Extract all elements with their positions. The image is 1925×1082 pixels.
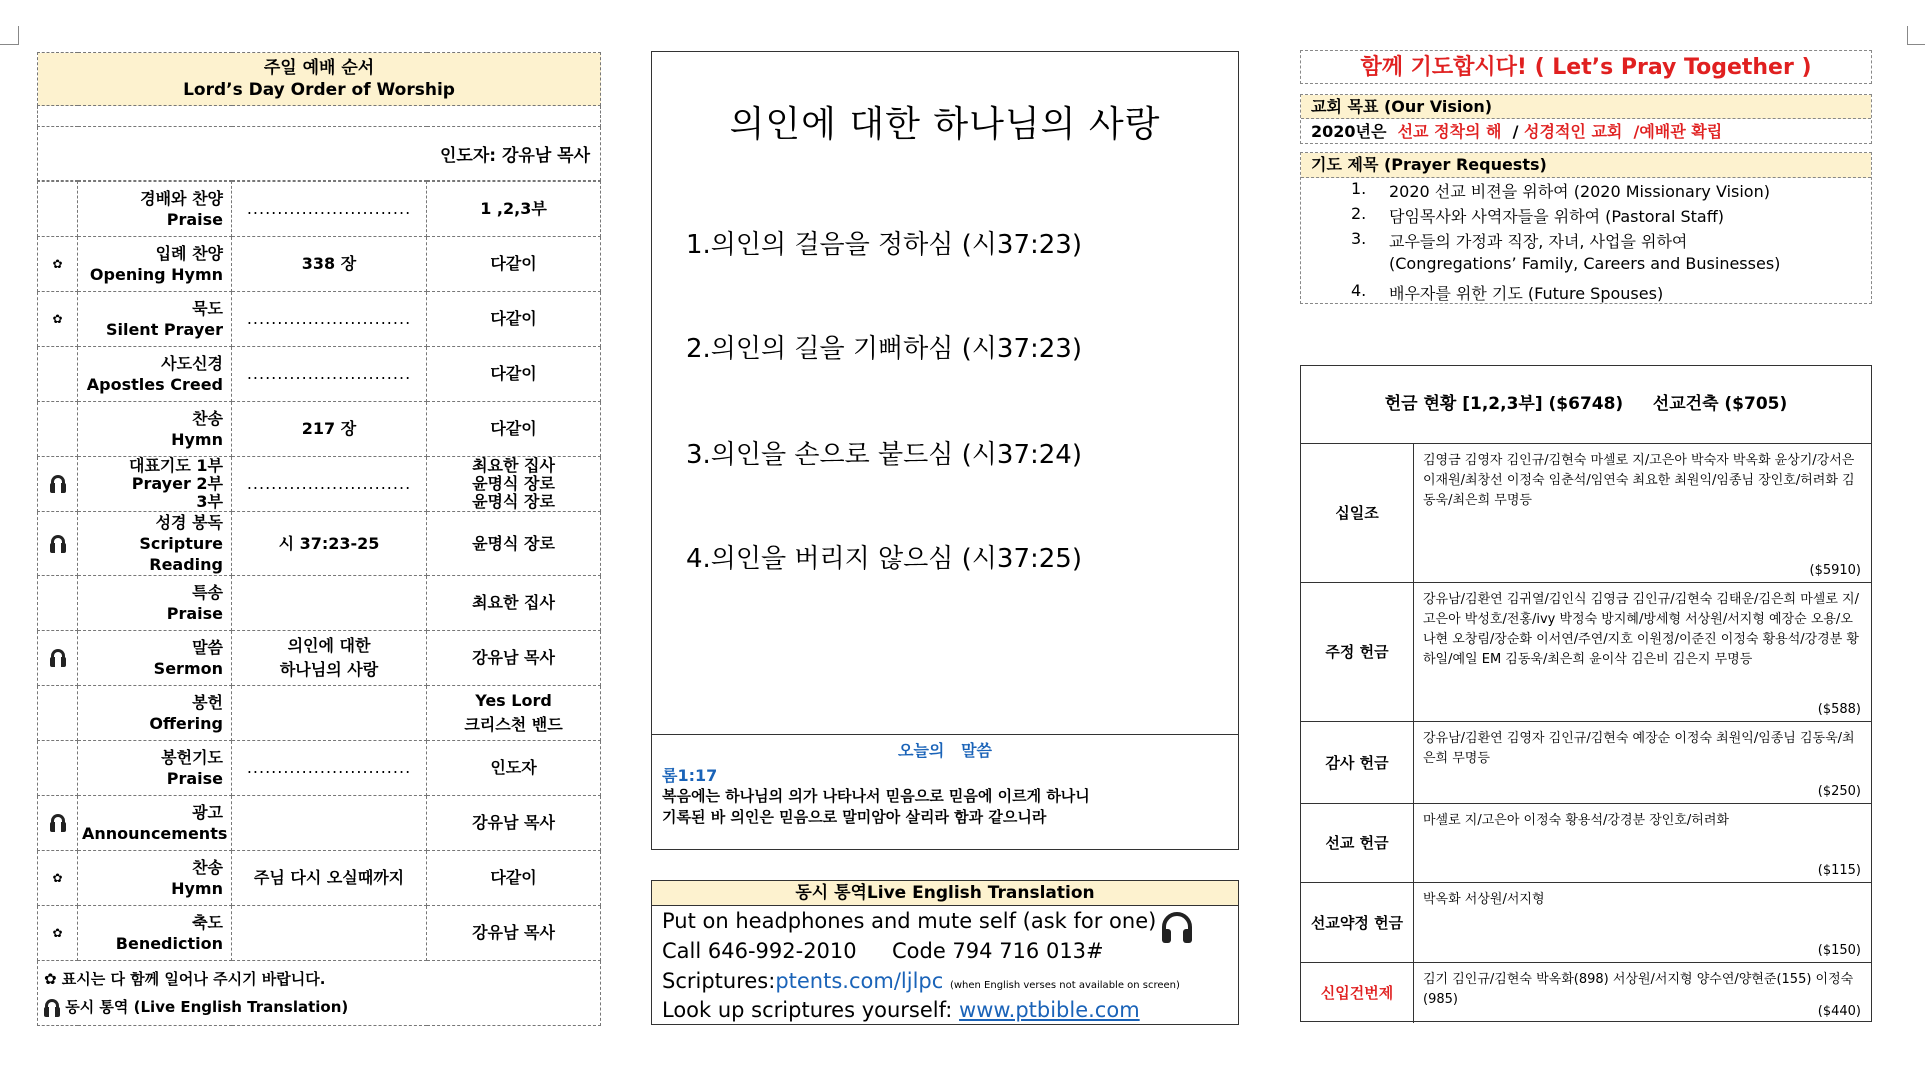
worship-item-content	[232, 457, 427, 512]
worship-item-content: ...........................	[246, 309, 412, 328]
headphones-icon	[38, 796, 78, 851]
worship-item-row	[38, 182, 601, 237]
worship-item-name	[78, 237, 232, 292]
worship-item-person-2: 윤명식 장로	[472, 474, 555, 493]
worship-item-name-name-en: Scripture Reading	[139, 534, 223, 574]
offering-names: 김기 김인규/김현숙 박옥화(898) 서상원/서지형 양수연/양현준(155) 이정숙(985)	[1423, 972, 1854, 1007]
worship-item-person: 다같이	[490, 868, 537, 887]
vision-goal-2: 성경적인 교회	[1524, 122, 1623, 141]
offering-table	[1300, 365, 1872, 1022]
worship-item-person-2: 크리스천 밴드	[464, 715, 563, 734]
worship-item-row	[38, 796, 601, 851]
icon-cell	[38, 686, 78, 741]
offering-amount: ($5910)	[1809, 563, 1861, 578]
worship-item-content	[232, 576, 427, 631]
worship-item-row	[38, 576, 601, 631]
worship-item-person: 다같이	[490, 364, 537, 383]
worship-item-person	[427, 457, 601, 512]
live-translation-box	[651, 880, 1239, 1025]
offering-amount: ($588)	[1817, 702, 1861, 717]
offering-label: 신입건번제	[1301, 962, 1414, 1023]
offering-names: 박옥화 서상원/서지형	[1423, 892, 1545, 907]
worship-item-content	[232, 631, 427, 686]
spacer-row	[38, 106, 601, 127]
offering-label: 감사 헌금	[1301, 721, 1414, 803]
offering-row-new-building	[1301, 962, 1871, 1023]
offering-names: 강유남/김환연 김영자 김인규/김현숙 예장순 이정숙 최원익/임종님 김동욱/최은희 무명등	[1423, 731, 1855, 766]
worship-item-name-name-ko: 대표기도 1부	[129, 456, 223, 475]
worship-item-name-name-ko: 입례 찬양	[155, 244, 223, 263]
scriptures-line	[662, 969, 1180, 993]
worship-item-content: ...........................	[246, 474, 412, 493]
offering-row-thanks	[1301, 721, 1871, 804]
worship-item-name-name-ko: 경배와 찬양	[140, 189, 223, 208]
worship-item-name	[78, 512, 232, 576]
worship-item-row	[38, 906, 601, 961]
vision-body	[1301, 119, 1871, 145]
worship-item-person	[427, 741, 601, 796]
vision-separator: /	[1512, 122, 1519, 141]
worship-item-row	[38, 512, 601, 576]
worship-item-row	[38, 347, 601, 402]
worship-item-name-name-en: Apostles Creed	[86, 375, 223, 394]
worship-item-name-name-ko: 사도신경	[161, 354, 223, 373]
icon-cell	[38, 182, 78, 237]
worship-item-name-name-en: Benediction	[115, 934, 223, 953]
lookup-line	[662, 998, 1140, 1022]
worship-leader: 인도자: 강유남 목사	[38, 127, 601, 181]
offering-amount: ($250)	[1817, 784, 1861, 799]
stand-marker-icon: ✿	[38, 292, 78, 347]
order-of-worship-panel	[37, 52, 600, 1026]
sermon-box	[651, 51, 1239, 850]
offering-row-tithe	[1301, 443, 1871, 583]
worship-item-name-name-ko: 찬송	[192, 858, 223, 877]
vision-goal-3: /예배관 확립	[1633, 122, 1723, 141]
worship-footnotes	[38, 961, 601, 1026]
worship-item-person	[427, 347, 601, 402]
headphones-icon	[38, 457, 78, 512]
offering-names: 마셀로 지/고은아 이정숙 황용석/강경분 장인호/허려화	[1423, 813, 1729, 828]
worship-item-name-name-en: Sermon	[153, 659, 223, 678]
todays-word-label: 오늘의 말씀	[898, 741, 992, 760]
worship-item-name	[78, 631, 232, 686]
worship-item-name-name-en: Prayer 2부	[131, 474, 223, 493]
worship-item-content: 의인에 대한	[287, 636, 371, 655]
worship-item-content	[232, 796, 427, 851]
offering-heading: 헌금 현황 [1,2,3부] ($6748) 선교건축 ($705)	[1301, 366, 1871, 444]
worship-item-name-name-en: Praise	[166, 769, 223, 788]
worship-item-content	[232, 182, 427, 237]
worship-item-content	[232, 686, 427, 741]
worship-title-ko: 주일 예배 순서	[263, 58, 375, 78]
worship-item-name	[78, 347, 232, 402]
worship-item-person: 다같이	[490, 419, 537, 438]
worship-item-name-name-ko: 묵도	[192, 299, 223, 318]
worship-item-person-3: 윤명식 장로	[472, 492, 555, 511]
scriptures-link[interactable]: ptents.com/ljlpc	[775, 969, 944, 993]
worship-item-row	[38, 686, 601, 741]
offering-names: 김영금 김영자 김인규/김현숙 마셀로 지/고은아 박숙자 박옥화 윤상기/강서은 이재원/최창선 이정숙 임춘석/임연숙 최요한 최원익/임종님 장인호/허려화 김동욱/최은희 무명등	[1423, 453, 1855, 508]
worship-item-content: ...........................	[246, 364, 412, 383]
sermon-point-2: 2.의인의 길을 기뻐하심 (시37:23)	[686, 334, 1082, 364]
offering-amount: ($115)	[1817, 863, 1861, 878]
worship-item-name-name-en: Announcements	[82, 824, 228, 843]
order-of-worship-table	[37, 52, 601, 181]
scriptures-note: (when English verses not available on screen)	[949, 980, 1180, 991]
vision-goal-1: 선교 정착의 해	[1397, 122, 1502, 141]
worship-item-name-name-en: Praise	[166, 604, 223, 623]
worship-item-name	[78, 457, 232, 512]
worship-item-name-name-en: Opening Hymn	[89, 265, 223, 284]
worship-item-person	[427, 292, 601, 347]
worship-item-name-name-en: Silent Prayer	[105, 320, 223, 339]
headphones-icon	[38, 512, 78, 576]
verse-reference: 롬1:17	[662, 766, 718, 785]
worship-item-content	[232, 292, 427, 347]
worship-item-person: 최요한 집사	[472, 593, 555, 612]
worship-item-person: 인도자	[490, 758, 537, 777]
worship-item-person	[427, 576, 601, 631]
worship-item-content	[232, 237, 427, 292]
worship-item-name-name-en: Praise	[166, 210, 223, 229]
worship-item-row	[38, 457, 601, 512]
worship-item-row	[38, 402, 601, 457]
offering-row-mission-pledge	[1301, 882, 1871, 963]
icon-cell	[38, 402, 78, 457]
worship-item-name-name-en: Hymn	[171, 879, 223, 898]
worship-item-content: ...........................	[246, 758, 412, 777]
prayer-requests-box: 기도 제목 (Prayer Requests) 1. 2020 선교 비젼을 위하여 (2020 Missionary Vision) 2. 담임목사와 사역자들을 위하여 (Pastoral Staff) 3. 교우들의 가정과 직장, 자녀, 사업을 위하여 (Congregations’ Family, Careers and Businesses) 4. 배우자를 위한 기도 (Future Spouses)	[1300, 152, 1872, 304]
vision-year: 2020년은	[1311, 122, 1387, 141]
worship-item-content	[232, 347, 427, 402]
worship-item-person	[427, 906, 601, 961]
worship-item-name	[78, 292, 232, 347]
worship-item-content: 시 37:23-25	[278, 533, 380, 553]
worship-item-person	[427, 686, 601, 741]
offering-label: 십일조	[1301, 443, 1414, 582]
worship-item-name-name-3: 3부	[196, 492, 223, 511]
worship-item-content: 338 장	[301, 254, 357, 273]
offering-amount: ($440)	[1817, 1004, 1861, 1019]
worship-item-person	[427, 631, 601, 686]
worship-item-person	[427, 402, 601, 457]
worship-item-content-2: 하나님의 사랑	[279, 660, 379, 679]
sermon-point-3: 3.의인을 손으로 붙드심 (시37:24)	[686, 440, 1082, 470]
page-corner-mark-right	[1907, 26, 1925, 45]
scriptures-label: Scriptures:	[662, 969, 776, 993]
worship-item-person	[427, 512, 601, 576]
worship-item-person: 최요한 집사	[472, 456, 555, 475]
stand-marker-icon: ✿	[38, 237, 78, 292]
worship-item-name	[78, 796, 232, 851]
worship-item-content	[232, 851, 427, 906]
worship-item-name-name-ko: 봉헌	[192, 693, 223, 712]
verse-line-1: 복음에는 하나님의 의가 나타나서 믿음으로 믿음에 이르게 하나니	[662, 787, 1090, 805]
sermon-point-1: 1.의인의 걸음을 정하심 (시37:23)	[686, 230, 1082, 260]
worship-item-content: ...........................	[246, 199, 412, 218]
worship-item-content	[232, 741, 427, 796]
stand-marker-icon: ✿	[38, 906, 78, 961]
worship-item-name	[78, 182, 232, 237]
worship-item-person: 1 ,2,3부	[480, 199, 547, 218]
worship-item-row	[38, 741, 601, 796]
worship-item-person	[427, 796, 601, 851]
offering-names: 강유남/김환연 김귀열/김인식 김영금 김인규/김현숙 김태운/김은희 마셀로 지/고은아 박성호/전홍/ivy 박정숙 방지혜/방세형 서상원/서지형 예장순 오용/오나현 오창림/장순화 이서연/주연/지호 이원정/이준진 이정숙 황용석/강경분 황하일/예일 EM 김동욱/최은희 윤이삭 김은비 김은지 무명등	[1423, 592, 1859, 667]
headphones-icon	[38, 631, 78, 686]
offering-row-mission	[1301, 803, 1871, 883]
icon-cell	[38, 576, 78, 631]
worship-item-person	[427, 182, 601, 237]
worship-item-name-name-ko: 성경 봉독	[155, 513, 223, 532]
translation-footnote-text: 동시 통역 (Live English Translation)	[65, 998, 349, 1016]
worship-item-row	[38, 237, 601, 292]
stand-marker-icon: ✿	[38, 851, 78, 906]
worship-item-name	[78, 741, 232, 796]
offering-row-weekly	[1301, 582, 1871, 722]
sermon-point-4: 4.의인을 버리지 않으심 (시37:25)	[686, 544, 1082, 574]
headphones-icon	[1160, 911, 1194, 949]
worship-item-name-name-en: Hymn	[171, 430, 223, 449]
worship-item-name	[78, 402, 232, 457]
vision-heading: 교회 목표 (Our Vision)	[1301, 95, 1871, 119]
sermon-divider	[652, 734, 1238, 735]
worship-items-table	[37, 181, 601, 1026]
offering-label: 주정 헌금	[1301, 582, 1414, 721]
worship-item-person	[427, 237, 601, 292]
worship-item-row	[38, 631, 601, 686]
worship-item-content: 주님 다시 오실때까지	[253, 868, 405, 887]
worship-item-person: 윤명식 장로	[472, 533, 555, 553]
offering-amount: ($150)	[1817, 943, 1861, 958]
worship-item-content	[232, 906, 427, 961]
worship-item-person: 강유남 목사	[472, 923, 555, 942]
prayer-requests-heading: 기도 제목 (Prayer Requests)	[1301, 153, 1871, 178]
icon-cell	[38, 347, 78, 402]
translation-instruction: Put on headphones and mute self (ask for one)	[662, 909, 1157, 933]
ptbible-link[interactable]: www.ptbible.com	[959, 998, 1140, 1022]
meeting-code: Code 794 716 013#	[892, 939, 1104, 963]
worship-item-name	[78, 686, 232, 741]
worship-item-person	[427, 851, 601, 906]
worship-item-name	[78, 576, 232, 631]
sermon-title: 의인에 대한 하나님의 사랑	[729, 104, 1161, 145]
worship-item-name-name-ko: 찬송	[192, 409, 223, 428]
worship-title-en: Lord’s Day Order of Worship	[183, 80, 455, 100]
vision-box	[1300, 94, 1872, 144]
worship-item-name-name-ko: 봉헌기도	[161, 748, 223, 767]
worship-item-row	[38, 851, 601, 906]
verse-line-2: 기록된 바 의인은 믿음으로 말미암아 살리라 함과 같으니라	[662, 808, 1047, 826]
offering-label: 선교 헌금	[1301, 803, 1414, 882]
standing-footnote: ✿ 표시는 다 함께 일어나 주시기 바랍니다.	[44, 970, 326, 988]
offering-label: 선교약정 헌금	[1301, 882, 1414, 962]
headphones-icon	[44, 999, 60, 1017]
worship-item-person: 다같이	[490, 254, 537, 273]
worship-item-person: 강유남 목사	[472, 648, 555, 667]
worship-item-person: 강유남 목사	[472, 813, 555, 832]
worship-item-name-name-ko: 말씀	[192, 638, 223, 657]
worship-item-content	[232, 402, 427, 457]
worship-item-name	[78, 906, 232, 961]
lookup-label: Look up scriptures yourself:	[662, 998, 953, 1022]
worship-item-name-name-ko: 광고	[192, 803, 223, 822]
translation-heading: 동시 통역Live English Translation	[652, 881, 1238, 906]
translation-footnote	[44, 993, 594, 1021]
worship-item-content	[232, 512, 427, 576]
icon-cell	[38, 741, 78, 796]
pray-together-title: 함께 기도합시다! ( Let’s Pray Together )	[1300, 50, 1872, 84]
page-corner-mark-left	[0, 26, 19, 45]
worship-item-name-name-ko: 축도	[192, 913, 223, 932]
worship-item-row	[38, 292, 601, 347]
worship-item-name-name-ko: 특송	[192, 583, 223, 602]
worship-title	[38, 53, 601, 106]
worship-item-person: 다같이	[490, 309, 537, 328]
call-number: Call 646-992-2010	[662, 939, 857, 963]
worship-item-name-name-en: Offering	[149, 714, 223, 733]
worship-item-name	[78, 851, 232, 906]
worship-item-person: Yes Lord	[475, 691, 552, 710]
worship-item-content: 217 장	[301, 419, 357, 438]
